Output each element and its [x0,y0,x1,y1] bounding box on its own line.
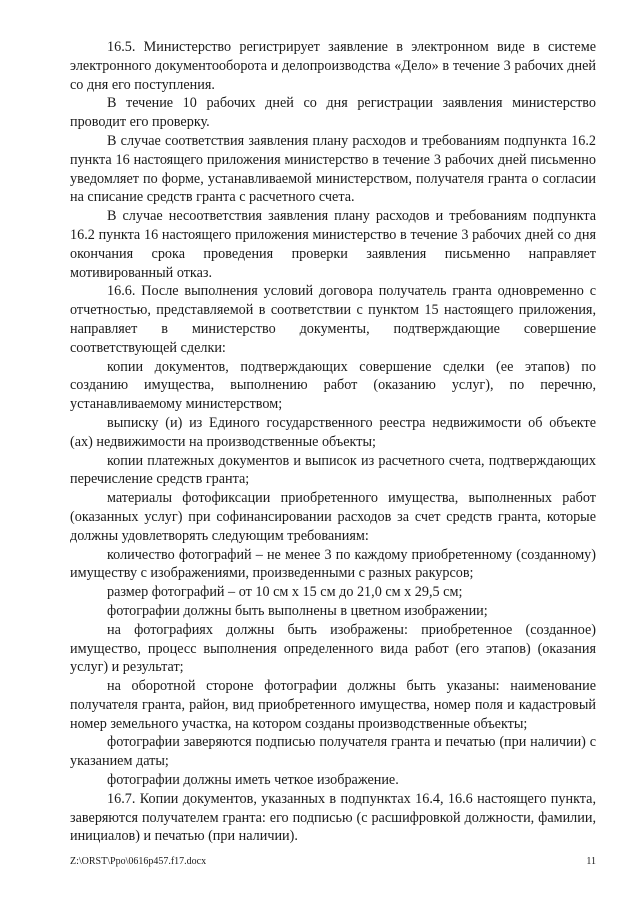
paragraph-compliance: В случае соответствия заявления плану расходов и требованиям подпункта 16.2 пункта 16 настоящего приложения министерство в течение 3 рабочих дней письменно уведомляет по форме, устанавливаемой министерством, получателя гранта о согласии на списание средств гранта с расчетного счета. [70,132,596,206]
list-item: на фотографиях должны быть изображены: приобретенное (созданное) имущество, процесс выполнения определенного вида работ (его этапов) (оказания услуг) и результат; [70,621,596,676]
file-path: Z:\ORST\Ppo\0616p457.f17.docx [70,856,207,867]
list-item: копии документов, подтверждающих совершение сделки (ее этапов) по созданию имущества, выполнению работ (оказанию услуг), по перечню, устанавливаемому министерством; [70,358,596,413]
list-item: выписку (и) из Единого государственного реестра недвижимости об объекте (ах) недвижимости на производственные объекты; [70,414,596,450]
list-item: на оборотной стороне фотографии должны быть указаны: наименование получателя гранта, район, вид приобретенного имущества, номер поля и кадастровый номер земельного участка, на котором созданы производственные объекты; [70,678,596,732]
paragraph-noncompliance: В случае несоответствия заявления плану расходов и требованиям подпункта 16.2 пункта 16 настоящего приложения министерство в течение 3 рабочих дней со дня окончания срока проведения проверки заявления письменно направляет мотивированный отказ. [70,208,596,281]
paragraph-16-5: 16.5. Министерство регистрирует заявление в электронном виде в системе электронного документооборота и делопроизводства «Дело» в течение 3 рабочих дней со дня его поступления. [70,39,596,93]
paragraph-review-period: В течение 10 рабочих дней со дня регистрации заявления министерство проводит его проверку. [70,95,596,131]
page-number: 11 [586,856,596,867]
list-item: количество фотографий – не менее 3 по каждому приобретенному (созданному) имуществу с изображениями, произведенными с разных ракурсов; [70,546,596,582]
document-body [70,38,596,846]
list-item: материалы фотофиксации приобретенного имущества, выполненных работ (оказанных услуг) при софинансировании расходов за счет средств гранта, которые должны удовлетворять следующим требованиям: [70,490,596,544]
list-item: размер фотографий – от 10 см х 15 см до 21,0 см х 29,5 см; [107,584,463,601]
paragraph-16-6: 16.6. После выполнения условий договора получатель гранта одновременно с отчетностью, представляемой в соответствии с пунктом 15 настоящего приложения, направляет в министерство документы, подтверждающие совершение соответствующей сделки: [70,283,596,356]
list-item: фотографии должны иметь четкое изображение. [107,772,399,789]
list-item: фотографии должны быть выполнены в цветном изображении; [107,602,488,619]
list-item: копии платежных документов и выписок из расчетного счета, подтверждающих перечисление средств гранта; [70,452,596,488]
paragraph-16-7: 16.7. Копии документов, указанных в подпунктах 16.4, 16.6 настоящего пункта, заверяются получателем гранта: его подписью (с расшифровкой должности, фамилии, инициалов) и печатью (при наличии). [70,790,596,845]
list-item: фотографии заверяются подписью получателя гранта и печатью (при наличии) с указанием даты; [70,734,596,770]
